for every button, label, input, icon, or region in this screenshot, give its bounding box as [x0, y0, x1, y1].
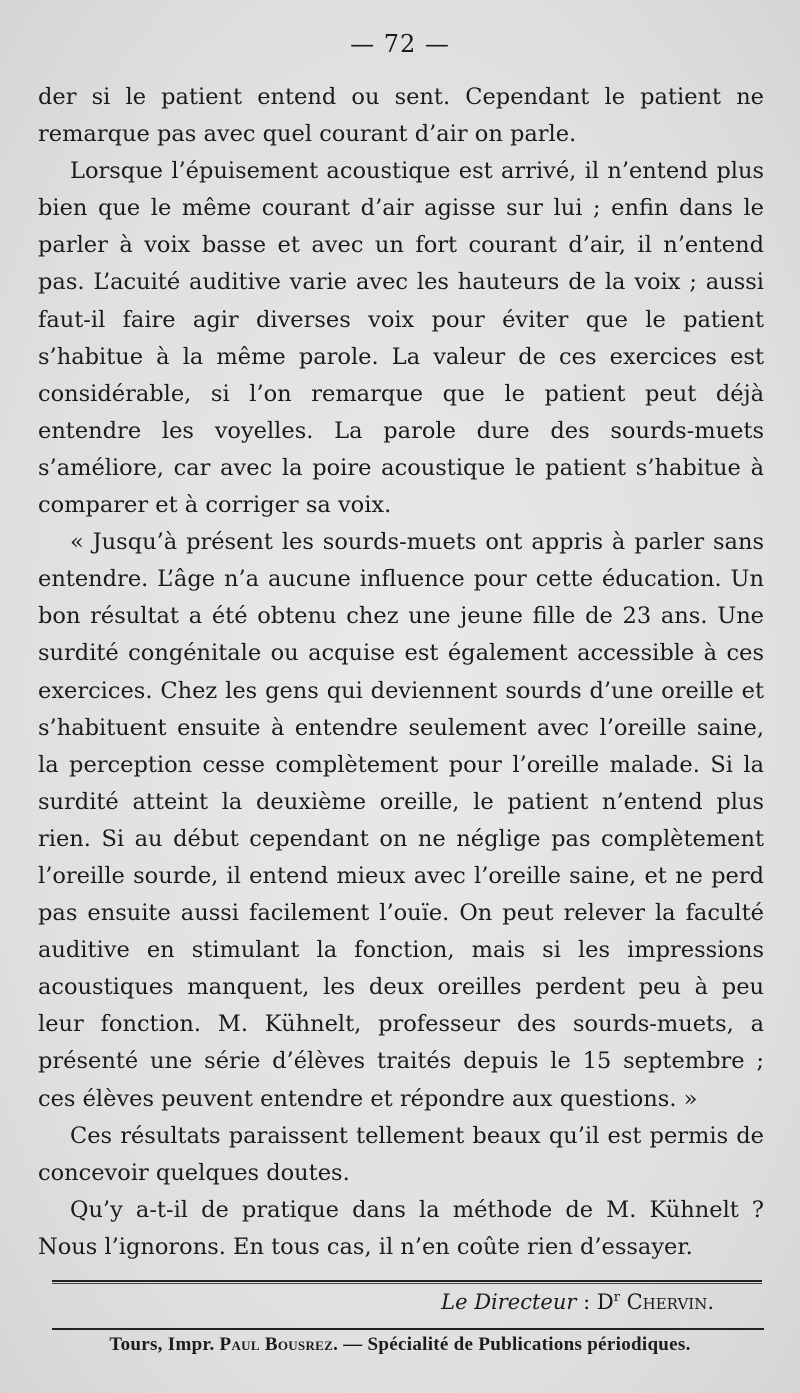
double-rule-divider [52, 1280, 762, 1284]
printer-tagline: — Spécialité de Publications périodiques. [338, 1334, 691, 1355]
signature-name: Chervin. [619, 1290, 714, 1314]
signature-line [0, 1290, 714, 1314]
paragraph-3: « Jusqu’à présent les sourds-muets ont appris à parler sans entendre. L’âge n’a aucune influence pour cette éducation. Un bon résultat a été obtenu chez une jeune fille de 23 ans. Une surdité congénitale ou acquise est également accessible à ces exercices. Chez les gens qui deviennent sourds d’une oreille et s’habituent ensuite à entendre seulement avec l’oreille saine, la perception cesse complètement pour l’oreille malade. Si la surdité atteint la deuxième oreille, le patient n’entend plus rien. Si au début cependant on ne néglige pas complètement l’oreille sourde, il entend mieux avec l’oreille saine, et ne perd pas ensuite aussi facilement l’ouïe. On peut relever la faculté auditive en stimulant la fonction, mais si les impressions acoustiques manquent, les deux oreilles perdent peu à peu leur fonction. M. Kühnelt, professeur des sourds-muets, a présenté une série d’élèves traités depuis le 15 septembre ; ces élèves peuvent entendre et répondre aux questions. » [38, 529, 764, 1112]
page-number: — 72 — [350, 30, 450, 58]
printer-name: Paul Bousrez. [219, 1334, 339, 1355]
paragraph-5: Qu’y a-t-il de pratique dans la méthode de M. Kühnelt ? Nous l’ignorons. En tous cas, il n’en coûte rien d’essayer. [38, 1196, 764, 1260]
paragraph-2: Lorsque l’épuisement acoustique est arrivé, il n’entend plus bien que le même courant d’air agisse sur lui ; enfin dans le parler à voix basse et avec un fort courant d’air, il n’entend pas. L’acuité auditive varie avec les hauteurs de la voix ; aussi faut-il faire agir diverses voix pour éviter que le patient s’habitue à la même parole. La valeur de ces exercices est considérable, si l’on remarque que le patient peut déjà entendre les voyelles. La parole dure des sourds-muets s’améliore, car avec la poire acoustique le patient s’habitue à comparer et à corriger sa voix. [38, 158, 764, 519]
signature-doctor-prefix: D [596, 1290, 614, 1314]
signature-doctor-suffix: r [613, 1290, 620, 1305]
printer-imprint [0, 1334, 800, 1356]
signature-role: Le Directeur [441, 1290, 577, 1314]
footer-rule-divider [52, 1328, 764, 1330]
paragraph-1: der si le patient entend ou sent. Cependant le patient ne remarque pas avec quel courant d’air on parle. [38, 84, 764, 148]
printer-city: Tours, Impr. [109, 1334, 220, 1355]
paragraph-4: Ces résultats paraissent tellement beaux qu’il est permis de concevoir quelques doutes. [38, 1122, 764, 1186]
signature-separator: : [576, 1290, 597, 1314]
body-text [38, 79, 764, 1266]
